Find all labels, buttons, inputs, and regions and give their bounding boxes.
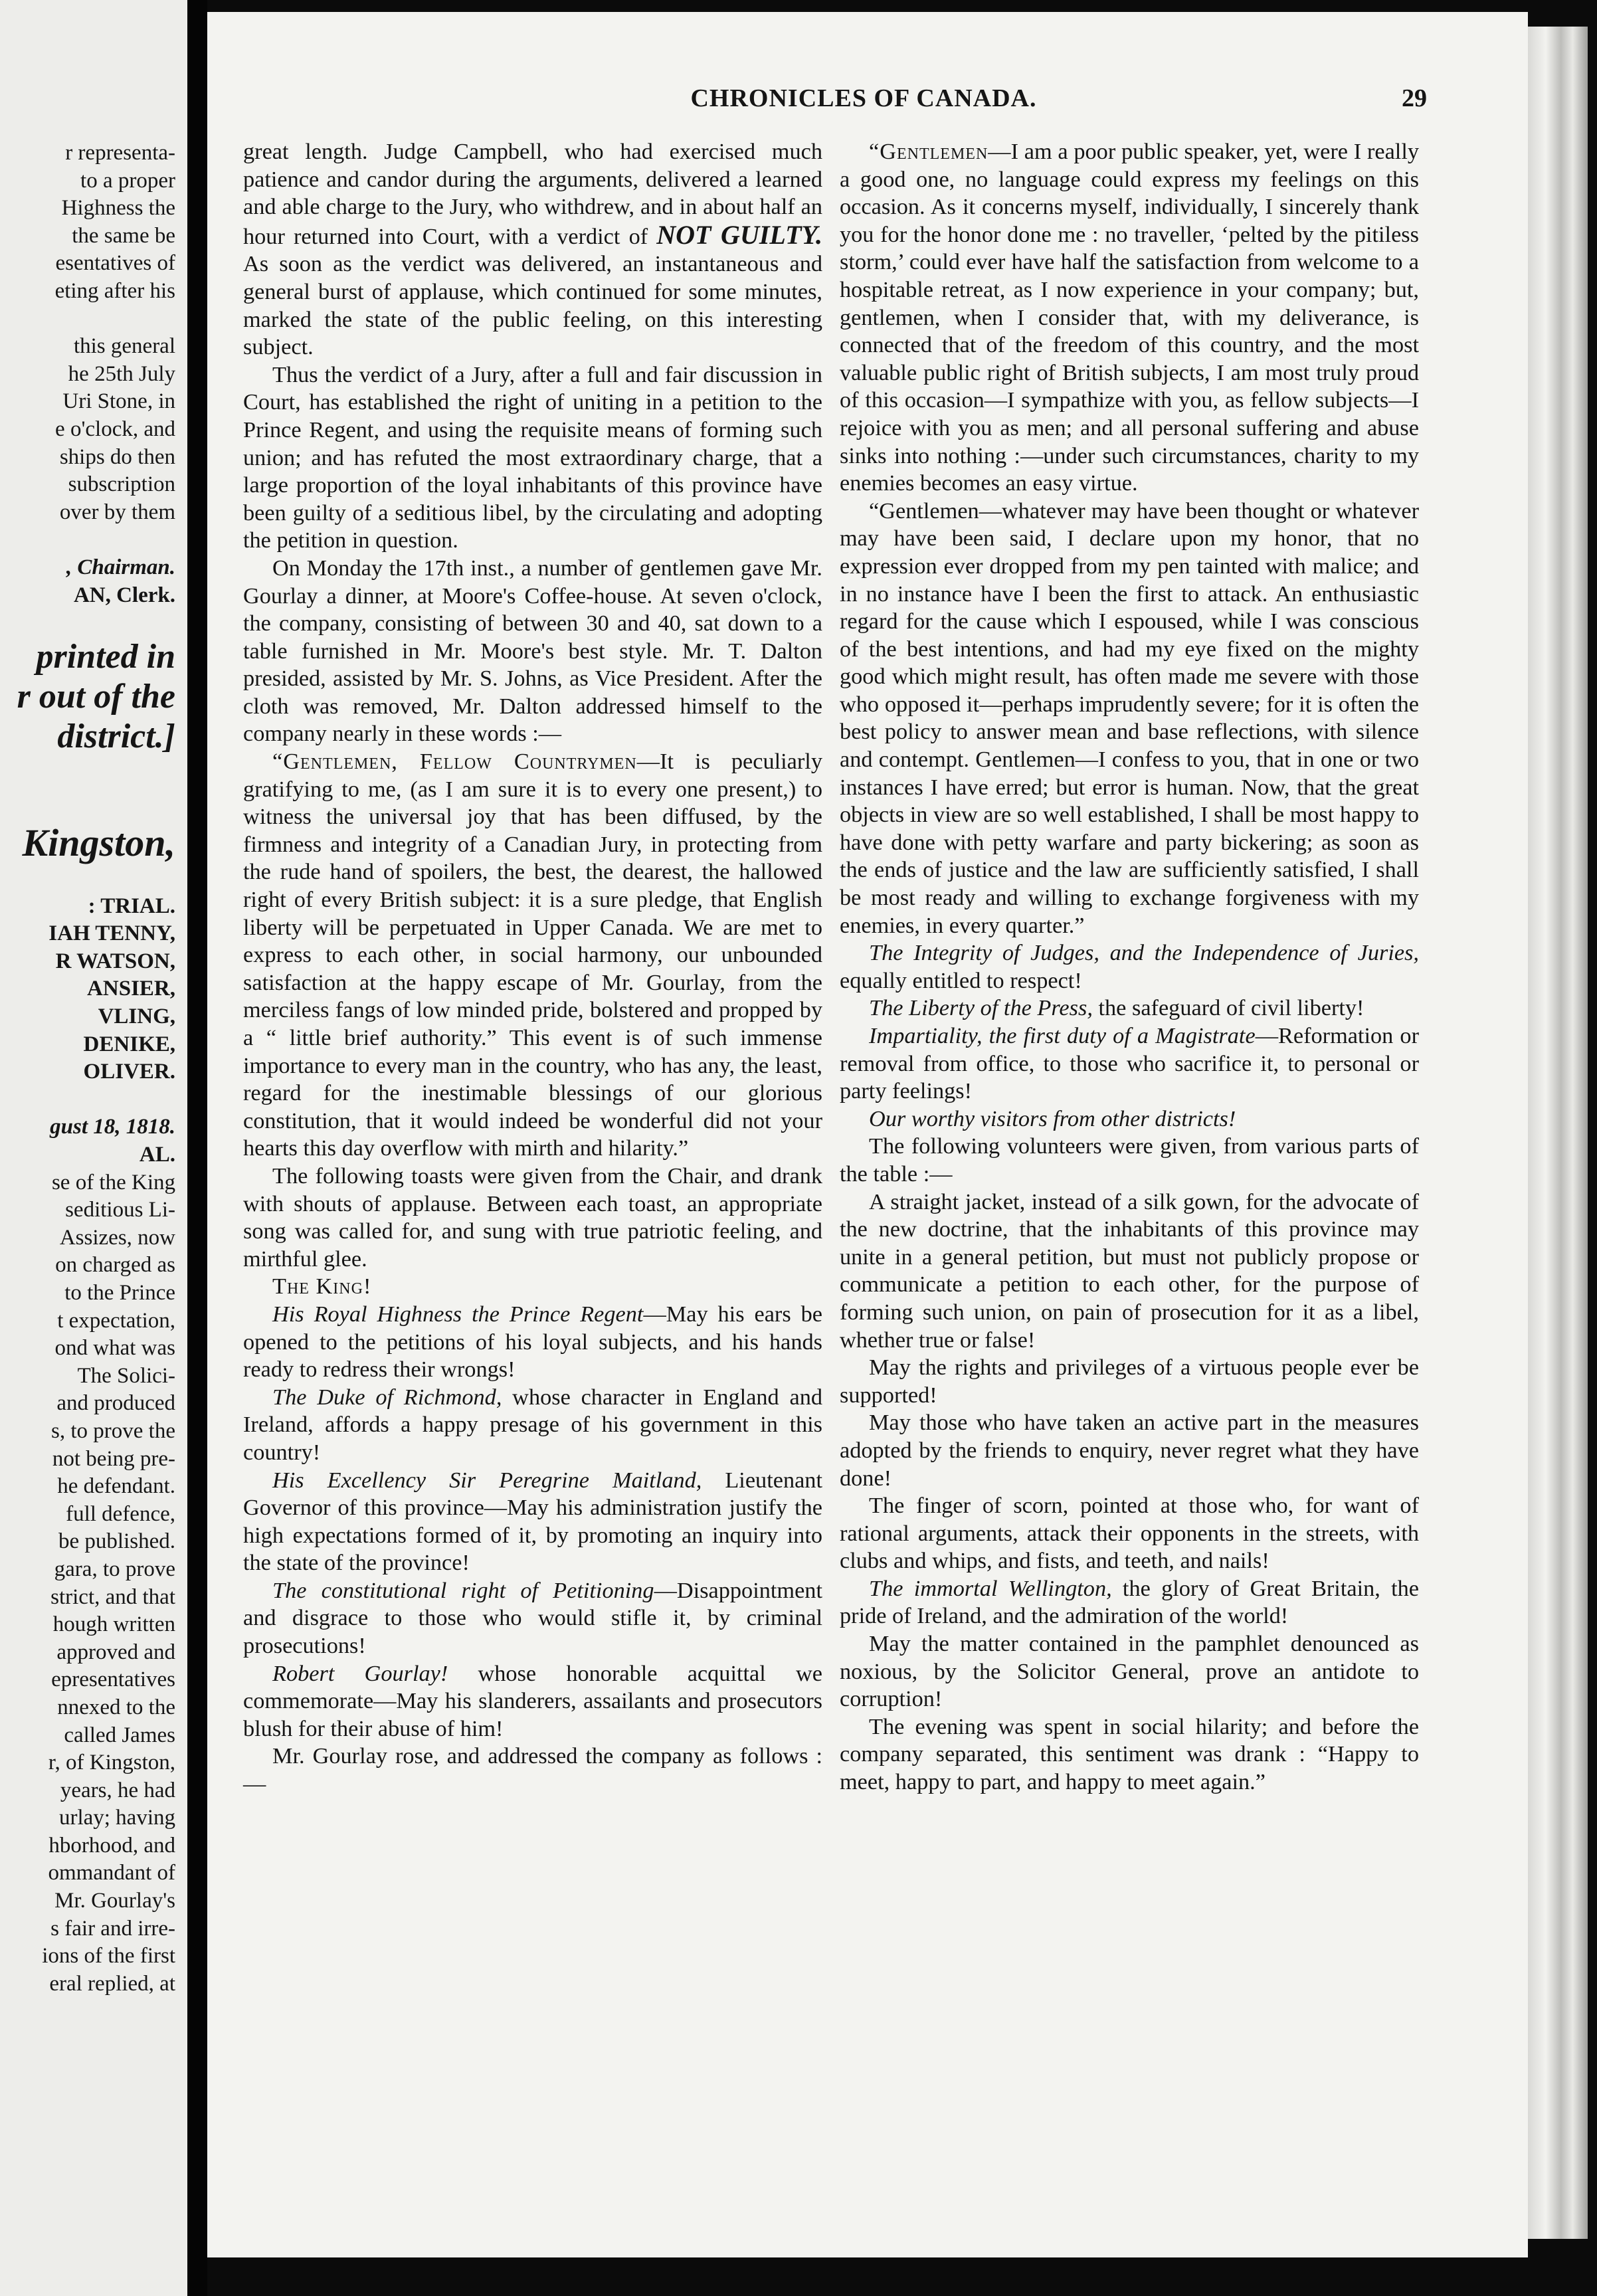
fragment-al: AL.	[139, 1143, 175, 1167]
fragment-printed-line: printed in	[36, 637, 175, 676]
verdict-text: NOT GUILTY.	[656, 219, 823, 250]
paragraph-jury-verdict: Thus the verdict of a Jury, after a full and fair discussion in Court, has established the right of uniting in a petition to the Prince Regent, and using the requisite means of forming such union; and has refuted the most extraordinary charge, that a large proportion of the loyal inhabitants of this province have been guilty of a seditious libel, by the circulating and adopting the petition in question.	[243, 361, 822, 553]
fragment-line: on charged as	[55, 1253, 175, 1278]
left-column	[243, 138, 822, 1798]
toast-judges: The Integrity of Judges, and the Independence of Juries, equally entitled to respect!	[840, 940, 1419, 993]
fragment-line: approved and	[56, 1640, 175, 1664]
fragment-line: Highness the	[61, 196, 175, 221]
fragment-name: IAH TENNY,	[48, 921, 175, 946]
toast-finger-of-scorn: The finger of scorn, pointed at those who, for want of rational arguments, attack their opponents in the streets, with clubs and whips, and fists, and teeth, and nails!	[840, 1493, 1419, 1574]
page-number: 29	[1402, 84, 1427, 112]
fragment-line: ions of the first	[42, 1944, 175, 1968]
fragment-line: nnexed to the	[57, 1695, 175, 1719]
page-edge	[1528, 27, 1588, 2239]
toast-wellington: The immortal Wellington, the glory of Great Britain, the pride of Ireland, and the admiration of the world!	[840, 1575, 1419, 1629]
salutation: “Gentlemen, Fellow Countrymen	[272, 749, 637, 775]
fragment-line: esentatives of	[55, 251, 175, 276]
right-column	[840, 138, 1419, 1796]
fragment-line: strict, and that	[50, 1584, 175, 1609]
toast-gourlay: Robert Gourlay! whose honorable acquittal we commemorate—May his slanderers, assailants and prosecutors blush for their abuse of him!	[243, 1660, 822, 1741]
fragment-line: to the Prince	[64, 1281, 175, 1305]
fragment-trial-heading: : TRIAL.	[88, 894, 175, 918]
fragment-line: to a proper	[80, 168, 175, 193]
fragment-date: gust 18, 1818.	[50, 1115, 175, 1139]
paragraph-dalton-speech: “Gentlemen, Fellow Countrymen—It is peculiarly gratifying to me, (as I am sure it is to every one present,) to witness the universal joy that has been diffused, by the firmness and integrity of a Canadian Jury, in protecting from the rude hand of spoilers, the best, the dearest, the hallowed right of every British subject: it is a sure pledge, that English liberty will be perpetuated in Upper Canada. We are met to express to each other, in social harmony, our unbounded satisfaction at the happy escape of Mr. Gourlay, from the merciless fangs of low minded pride, bolstered and propped by a “ little brief authority.” This event is of such immense importance to every man in the country, who has any, the least, regard for the inestimable blessings of our glorious constitution, that it would indeed be wonderful did not your hearts this day overflow with mirth and hilarity.”	[243, 749, 822, 1161]
fragment-printed-line: r out of the	[17, 677, 175, 716]
fragment-name: VLING,	[98, 1004, 175, 1029]
fragment-line: he defendant.	[57, 1474, 175, 1499]
fragment-clerk: AN, Clerk.	[73, 583, 175, 607]
fragment-line: called James	[64, 1723, 175, 1747]
toast-petitioning: The constitutional right of Petitioning—Disappointment and disgrace to those who would stifle it, by criminal prosecutions!	[243, 1577, 822, 1659]
salutation: “Gentlemen	[869, 139, 988, 164]
fragment-line: eting after his	[54, 278, 175, 303]
fragment-line: subscription	[68, 472, 175, 497]
fragment-line: e o'clock, and	[55, 417, 175, 441]
fragment-line: and produced	[56, 1391, 175, 1416]
fragment-line: ond what was	[54, 1336, 175, 1361]
fragment-line: urlay; having	[58, 1806, 175, 1830]
fragment-line: he 25th July	[68, 361, 175, 386]
fragment-line: hough written	[52, 1612, 175, 1637]
paragraph-dinner: On Monday the 17th inst., a number of gentlemen gave Mr. Gourlay a dinner, at Moore's Coffee-house. At seven o'clock, the company, consisting of between 30 and 40, sat down to a table furnished in Mr. Moore's best style. Mr. T. Dalton presided, assisted by Mr. S. Johns, as Vice President. After the cloth was removed, Mr. Dalton addressed himself to the company nearly in these words :—	[243, 555, 822, 747]
fragment-chairman: , Chairman.	[66, 555, 175, 579]
previous-page-column	[0, 140, 187, 1998]
toast-enquiry: May those who have taken an active part in the measures adopted by the friends to enquiry, never regret what they have done!	[840, 1410, 1419, 1491]
paragraph-toasts-intro: The following toasts were given from the Chair, and drank with shouts of applause. Between each toast, an appropriate song was called for, and sung with true patriotic feeling, and mirthful glee.	[243, 1163, 822, 1272]
book-gutter	[187, 0, 207, 2296]
fragment-line: Mr. Gourlay's	[54, 1889, 175, 1913]
fragment-line: Assizes, now	[59, 1225, 175, 1250]
fragment-line: the same be	[72, 223, 175, 248]
running-title: CHRONICLES OF CANADA.	[690, 84, 1037, 112]
fragment-line: seditious Li-	[65, 1198, 175, 1222]
toast-pamphlet: May the matter contained in the pamphlet denounced as noxious, by the Solicitor General, prove an antidote to corruption!	[840, 1631, 1419, 1712]
toast-press: The Liberty of the Press, the safeguard of civil liberty!	[869, 995, 1364, 1021]
fragment-line: this general	[73, 334, 175, 359]
fragment-line: r, of Kingston,	[48, 1751, 175, 1775]
fragment-name: R WATSON,	[55, 949, 175, 973]
toast-straight-jacket: A straight jacket, instead of a silk gown, for the advocate of the new doctrine, that the inhabitants of this province may unite in a general petition, but must not publicly propose or communicate a petition to each other, for the purpose of forming such union, on pain of prosecution for it as a libel, whether true or false!	[840, 1189, 1419, 1353]
fragment-line: hborhood, and	[48, 1833, 175, 1858]
fragment-line: be published.	[58, 1529, 175, 1554]
paragraph-evening: The evening was spent in social hilarity; and before the company separated, this sentiment was drank : “Happy to meet, happy to part, and happy to meet again.”	[840, 1713, 1419, 1795]
fragment-name: DENIKE,	[83, 1032, 175, 1056]
fragment-line: s fair and irre-	[50, 1916, 175, 1941]
fragment-line: ommandant of	[48, 1861, 175, 1885]
fragment-name: OLIVER.	[83, 1060, 175, 1084]
fragment-line: s, to prove the	[51, 1418, 175, 1443]
toast-rights: May the rights and privileges of a virtuous people ever be supported!	[840, 1355, 1419, 1408]
toast-impartiality: Impartiality, the first duty of a Magistrate—Reformation or removal from office, to those who sacrifice it, to personal or party feelings!	[840, 1023, 1419, 1104]
fragment-line: epresentatives	[51, 1668, 175, 1692]
paragraph-gourlay-rose: Mr. Gourlay rose, and addressed the company as follows :—	[243, 1743, 822, 1797]
toast-prince-regent: His Royal Highness the Prince Regent—May his ears be opened to the petitions of his loyal subjects, and his hands ready to redress their wrongs!	[243, 1301, 822, 1383]
fragment-printed-line: district.]	[57, 717, 175, 755]
fragment-line: over by them	[59, 500, 175, 524]
fragment-name: ANSIER,	[87, 977, 175, 1001]
toast-maitland: His Excellency Sir Peregrine Maitland, Lieutenant Governor of this province—May his administration justify the high expectations formed of it, by promoting an inquiry into the state of the province!	[243, 1467, 822, 1576]
paragraph-gourlay-speech-1: “Gentlemen—I am a poor public speaker, yet, were I really a good one, no language could express my feelings on this occasion. As it concerns myself, individually, I sincerely thank you for the honor done me : no traveller, ‘pelted by the pitiless storm,’ could ever have half the satisfaction from welcome to a hospitable retreat, as I now experience in your company; but, gentlemen, when I consider that, with my deliverance, is connected that of the freedom of this country, and the most valuable public right of British subjects, I am most truly proud of this occasion—I sympathize with you, as fellow subjects—I rejoice with you as men; and all personal suffering and abuse sinks into nothing :—under such circumstances, charity to my enemies becomes an easy virtue.	[840, 139, 1419, 496]
fragment-line: full defence,	[66, 1501, 175, 1526]
toast-king: The King!	[272, 1274, 372, 1299]
fragment-line: ships do then	[59, 444, 175, 469]
fragment-line: The Solici-	[77, 1363, 175, 1388]
fragment-line: r representa-	[65, 141, 175, 165]
fragment-line: gara, to prove	[54, 1557, 175, 1581]
previous-page-fragment	[0, 0, 187, 2296]
fragment-line: se of the King	[51, 1170, 175, 1195]
paragraph-gourlay-speech-2: “Gentlemen—whatever may have been thought or whatever may have been said, I declare upon my honor, that no expression ever dropped from my pen tainted with malice; and in no instance have I been the first to attack. An enthusiastic regard for the cause which I espoused, while I was conscious of the best intentions, and had my eye fixed on the mighty good which might result, has often made me severe with those who opposed it—perhaps imprudently severe; for it is often the best policy to answer mean and base reflections, with silence and contempt. Gentlemen—I confess to you, that in one or two instances I have erred; but error is human. Now, that the great objects in view are so well established, I shall be most happy to have done with petty warfare and party bickering; as soon as the ends of justice and the law are sufficiently satisfied, I shall be most ready and willing to exchange forgiveness with my enemies, in every quarter.”	[840, 498, 1419, 938]
toast-duke-richmond: The Duke of Richmond, whose character in England and Ireland, affords a happy presage of his government in this country!	[243, 1384, 822, 1465]
fragment-line: not being pre-	[52, 1446, 175, 1471]
fragment-line: Uri Stone, in	[62, 389, 175, 414]
toast-visitors: Our worthy visitors from other districts!	[869, 1105, 1236, 1131]
fragment-line: eral replied, at	[49, 1971, 175, 1996]
paragraph-verdict: great length. Judge Campbell, who had exercised much patience and candor during the arguments, delivered a learned and able charge to the Jury, who withdrew, and in about half an hour returned into Court, with a verdict of NOT GUILTY. As soon as the verdict was delivered, an instantaneous and general burst of applause, which continued for some minutes, marked the state of the public feeling, on this interesting subject.	[243, 139, 823, 360]
paragraph-volunteers: The following volunteers were given, from various parts of the table :—	[840, 1133, 1419, 1187]
fragment-line: t expectation,	[57, 1308, 175, 1333]
fragment-line: years, he had	[60, 1778, 175, 1802]
fragment-kingston-heading: Kingston,	[22, 820, 175, 864]
